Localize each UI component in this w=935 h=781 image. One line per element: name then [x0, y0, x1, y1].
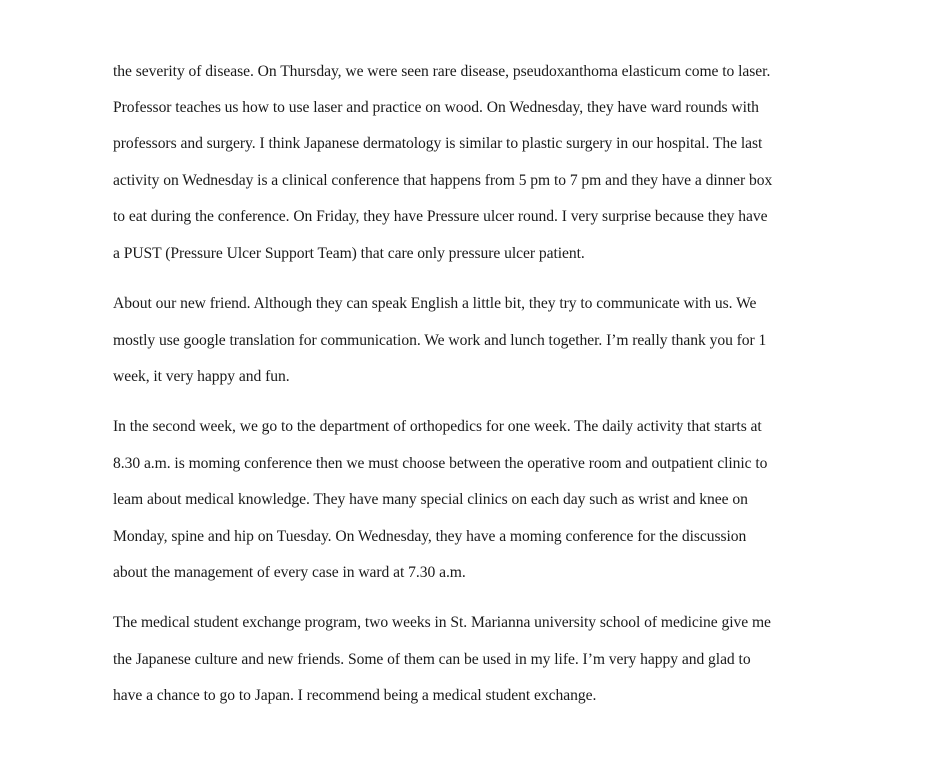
text-line: leam about medical knowledge. They have many special clinics on each day such as wrist and knee on [113, 491, 748, 508]
text-line: In the second week, we go to the department of orthopedics for one week. The daily activity that starts at [113, 418, 762, 435]
text-line: About our new friend. Although they can speak English a little bit, they try to communicate with us. We [113, 295, 757, 312]
text-line: have a chance to go to Japan. I recommend being a medical student exchange. [113, 687, 597, 704]
text-line: The medical student exchange program, two weeks in St. Marianna university school of medicine give me [113, 614, 771, 631]
text-line: the severity of disease. On Thursday, we were seen rare disease, pseudoxanthoma elasticum come to laser. [113, 63, 771, 80]
text-line: mostly use google translation for communication. We work and lunch together. I’m really thank you for 1 [113, 332, 767, 349]
text-line: to eat during the conference. On Friday, they have Pressure ulcer round. I very surprise because they have [113, 208, 768, 225]
text-line: a PUST (Pressure Ulcer Support Team) that care only pressure ulcer patient. [113, 245, 585, 262]
text-line: 8.30 a.m. is moming conference then we must choose between the operative room and outpatient clinic to [113, 455, 768, 472]
text-line: professors and surgery. I think Japanese dermatology is similar to plastic surgery in our hospital. The last [113, 135, 763, 152]
text-line: Monday, spine and hip on Tuesday. On Wednesday, they have a moming conference for the discussion [113, 528, 747, 545]
text-line: the Japanese culture and new friends. Some of them can be used in my life. I’m very happy and glad to [113, 651, 751, 668]
text-line: Professor teaches us how to use laser and practice on wood. On Wednesday, they have ward rounds with [113, 99, 759, 116]
text-line: about the management of every case in ward at 7.30 a.m. [113, 564, 466, 581]
text-line: week, it very happy and fun. [113, 368, 290, 385]
text-line: activity on Wednesday is a clinical conference that happens from 5 pm to 7 pm and they have a dinner box [113, 172, 773, 189]
